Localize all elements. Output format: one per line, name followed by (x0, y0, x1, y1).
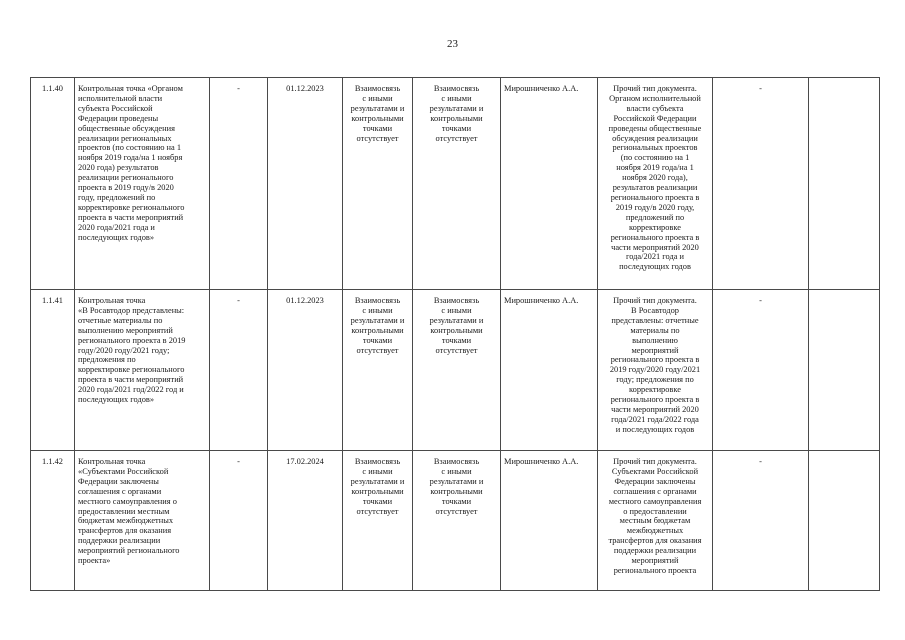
text-line: бюджетам межбюджетных (78, 516, 174, 526)
text-line: результатов реализации (612, 183, 698, 193)
text-line: корректировке регионального (78, 365, 185, 375)
text-line: точками (441, 123, 472, 133)
text-line: выполнению мероприятий (78, 325, 173, 335)
text-line: о предоставлении (623, 506, 687, 516)
text-line: точками (362, 496, 393, 506)
text-line: «Субъектами Российской (78, 466, 169, 476)
text-line: корректировке регионального (78, 202, 185, 212)
text-line: отчетные материалы по (78, 315, 163, 325)
text-line: последующих годов» (78, 395, 155, 405)
text-line: Федерации заключены (78, 476, 159, 486)
text-line: отсутствует (435, 133, 478, 143)
text-line: Федерации заключены (614, 476, 696, 486)
table-row (31, 290, 880, 451)
text-line: точками (362, 335, 393, 345)
text-line: точками (441, 335, 472, 345)
predecessor-link (343, 290, 413, 451)
text-line: Субъектами Российской (611, 466, 699, 476)
text-line: году, предложений по (78, 192, 156, 202)
text-line: контрольными (351, 113, 404, 123)
text-line: 2020 года) результатов (78, 163, 159, 173)
row-number: 1.1.42 (31, 451, 75, 591)
text-line: Взаимосвязь (354, 457, 401, 466)
text-line: представлены: отчетные (611, 315, 699, 325)
text-line: контрольными (351, 486, 404, 496)
text-line: местным бюджетам (619, 516, 691, 526)
text-line: регионального проекта в (610, 355, 700, 365)
text-line: результатами и (350, 315, 405, 325)
text-line: результатами и (350, 103, 405, 113)
text-line: отсутствует (356, 506, 399, 516)
text-line: результатами и (350, 476, 405, 486)
control-points-table (30, 77, 880, 591)
text-line: точками (441, 496, 472, 506)
deadline-date: 01.12.2023 (268, 78, 343, 290)
predecessor-link (343, 451, 413, 591)
text-line: Контрольная точка (78, 296, 146, 305)
text-line: контрольными (430, 113, 483, 123)
text-line: регионального проекта в 2019 (78, 335, 186, 345)
text-line: 2019 году/2020 году/2021 (609, 365, 701, 375)
text-line: с иными (362, 305, 393, 315)
text-line: с иными (441, 93, 472, 103)
text-line: года/2021 года и (625, 252, 685, 262)
text-line: проведены общественные (608, 123, 702, 133)
document-type (598, 78, 713, 290)
text-line: мероприятий (631, 556, 679, 566)
text-line: с иными (362, 466, 393, 476)
text-line: предложения по (78, 355, 136, 365)
responsible-person: Мирошниченко А.А. (501, 451, 598, 591)
successor-link (413, 451, 501, 591)
successor-link (413, 290, 501, 451)
text-line: обсуждения реализации (612, 133, 698, 143)
text-line: регионального проекта в (610, 192, 700, 202)
text-line: соглашения с органами (613, 486, 697, 496)
text-line: году/2020 году/2021 году; (78, 345, 170, 355)
text-line: контрольными (430, 486, 483, 496)
text-line: Взаимосвязь (433, 296, 480, 305)
text-line: поддержки реализации (613, 546, 697, 556)
text-line: точками (362, 123, 393, 133)
responsible-person: Мирошниченко А.А. (501, 78, 598, 290)
text-line: В Росавтодор (631, 305, 679, 315)
text-line: Контрольная точка (78, 457, 146, 466)
dash-cell-2: - (713, 78, 809, 290)
text-line: отсутствует (356, 133, 399, 143)
text-line: предоставлении местным (78, 506, 170, 516)
text-line: материалы по (630, 325, 680, 335)
text-line: проекта в 2019 году/в 2020 (78, 183, 174, 193)
text-line: Прочий тип документа. (613, 457, 697, 466)
empty-cell (809, 451, 880, 591)
text-line: части мероприятий 2020 (611, 404, 699, 414)
text-line: реализации региональных (78, 133, 172, 143)
responsible-person: Мирошниченко А.А. (501, 290, 598, 451)
text-line: Федерации проведены (78, 113, 159, 123)
text-line: мероприятий регионального (78, 546, 180, 556)
text-line: последующих годов» (78, 232, 155, 242)
text-line: субъекта Российской (78, 103, 153, 113)
table-row (31, 451, 880, 591)
predecessor-link (343, 78, 413, 290)
text-line: трансфертов для оказания (78, 526, 172, 536)
text-line: регионального проекта (613, 565, 697, 575)
empty-cell (809, 78, 880, 290)
row-number: 1.1.41 (31, 290, 75, 451)
text-line: и последующих годов (615, 424, 695, 434)
empty-cell (809, 290, 880, 451)
text-line: Взаимосвязь (433, 84, 480, 93)
text-line: году; предложения по (616, 375, 694, 385)
dash-cell: - (210, 290, 268, 451)
control-point-name (75, 451, 210, 591)
table-body (31, 78, 880, 591)
document-type (598, 290, 713, 451)
text-line: местного самоуправления о (78, 496, 177, 506)
text-line: корректировке (629, 222, 681, 232)
deadline-date: 17.02.2024 (268, 451, 343, 591)
text-line: трансфертов для оказания (608, 536, 702, 546)
text-line: (по состоянию на 1 (620, 153, 690, 163)
control-point-name (75, 290, 210, 451)
text-line: реализации регионального (78, 173, 174, 183)
text-line: с иными (441, 305, 472, 315)
text-line: поддержки реализации (78, 536, 161, 546)
text-line: 2020 года/2021 год/2022 год и (78, 385, 184, 395)
row-number: 1.1.40 (31, 78, 75, 290)
control-point-name (75, 78, 210, 290)
text-line: «В Росавтодор представлены: (78, 305, 185, 315)
text-line: ноября 2019 года/на 1 (616, 163, 694, 173)
dash-cell: - (210, 78, 268, 290)
dash-cell: - (210, 451, 268, 591)
successor-link (413, 78, 501, 290)
deadline-date: 01.12.2023 (268, 290, 343, 451)
text-line: Контрольная точка «Органом (78, 84, 183, 93)
text-line: части мероприятий 2020 (611, 242, 699, 252)
text-line: Взаимосвязь (354, 296, 401, 305)
dash-cell-2: - (713, 451, 809, 591)
text-line: Взаимосвязь (433, 457, 480, 466)
text-line: Прочий тип документа. (613, 84, 697, 93)
text-line: предложений по (625, 212, 685, 222)
text-line: с иными (441, 466, 472, 476)
text-line: проекта в части мероприятий (78, 375, 184, 385)
document-type (598, 451, 713, 591)
text-line: межбюджетных (626, 526, 684, 536)
text-line: отсутствует (435, 506, 478, 516)
table-row (31, 78, 880, 290)
text-line: Органом исполнительной (609, 93, 701, 103)
text-line: Взаимосвязь (354, 84, 401, 93)
text-line: с иными (362, 93, 393, 103)
dash-cell-2: - (713, 290, 809, 451)
text-line: местного самоуправления (608, 496, 702, 506)
text-line: корректировке (629, 385, 681, 395)
text-line: мероприятий (631, 345, 679, 355)
text-line: контрольными (430, 325, 483, 335)
text-line: отсутствует (435, 345, 478, 355)
text-line: результатами и (429, 315, 484, 325)
text-line: ноября 2019 года/на 1 ноября (78, 153, 183, 163)
text-line: власти субъекта (626, 103, 684, 113)
text-line: Российской Федерации (613, 113, 697, 123)
text-line: регионального проекта в (610, 232, 700, 242)
text-line: выполнению (632, 335, 678, 345)
text-line: 2019 году/в 2020 году, (615, 202, 695, 212)
text-line: 2020 года/2021 года и (78, 222, 155, 232)
text-line: результатами и (429, 103, 484, 113)
text-line: регионального проекта в (610, 395, 700, 405)
page-number: 23 (447, 38, 458, 50)
text-line: проектов (по состоянию на 1 (78, 143, 182, 153)
text-line: проекта в части мероприятий (78, 212, 184, 222)
text-line: года/2021 года/2022 года (611, 414, 699, 424)
text-line: проекта» (78, 556, 111, 566)
text-line: ноября 2020 года), (622, 173, 688, 183)
text-line: исполнительной власти (78, 93, 163, 103)
text-line: отсутствует (356, 345, 399, 355)
text-line: последующих годов (619, 262, 691, 272)
text-line: общественные обсуждения (78, 123, 175, 133)
text-line: региональных проектов (612, 143, 698, 153)
text-line: результатами и (429, 476, 484, 486)
text-line: контрольными (351, 325, 404, 335)
text-line: Прочий тип документа. (613, 296, 697, 305)
text-line: соглашения с органами (78, 486, 162, 496)
